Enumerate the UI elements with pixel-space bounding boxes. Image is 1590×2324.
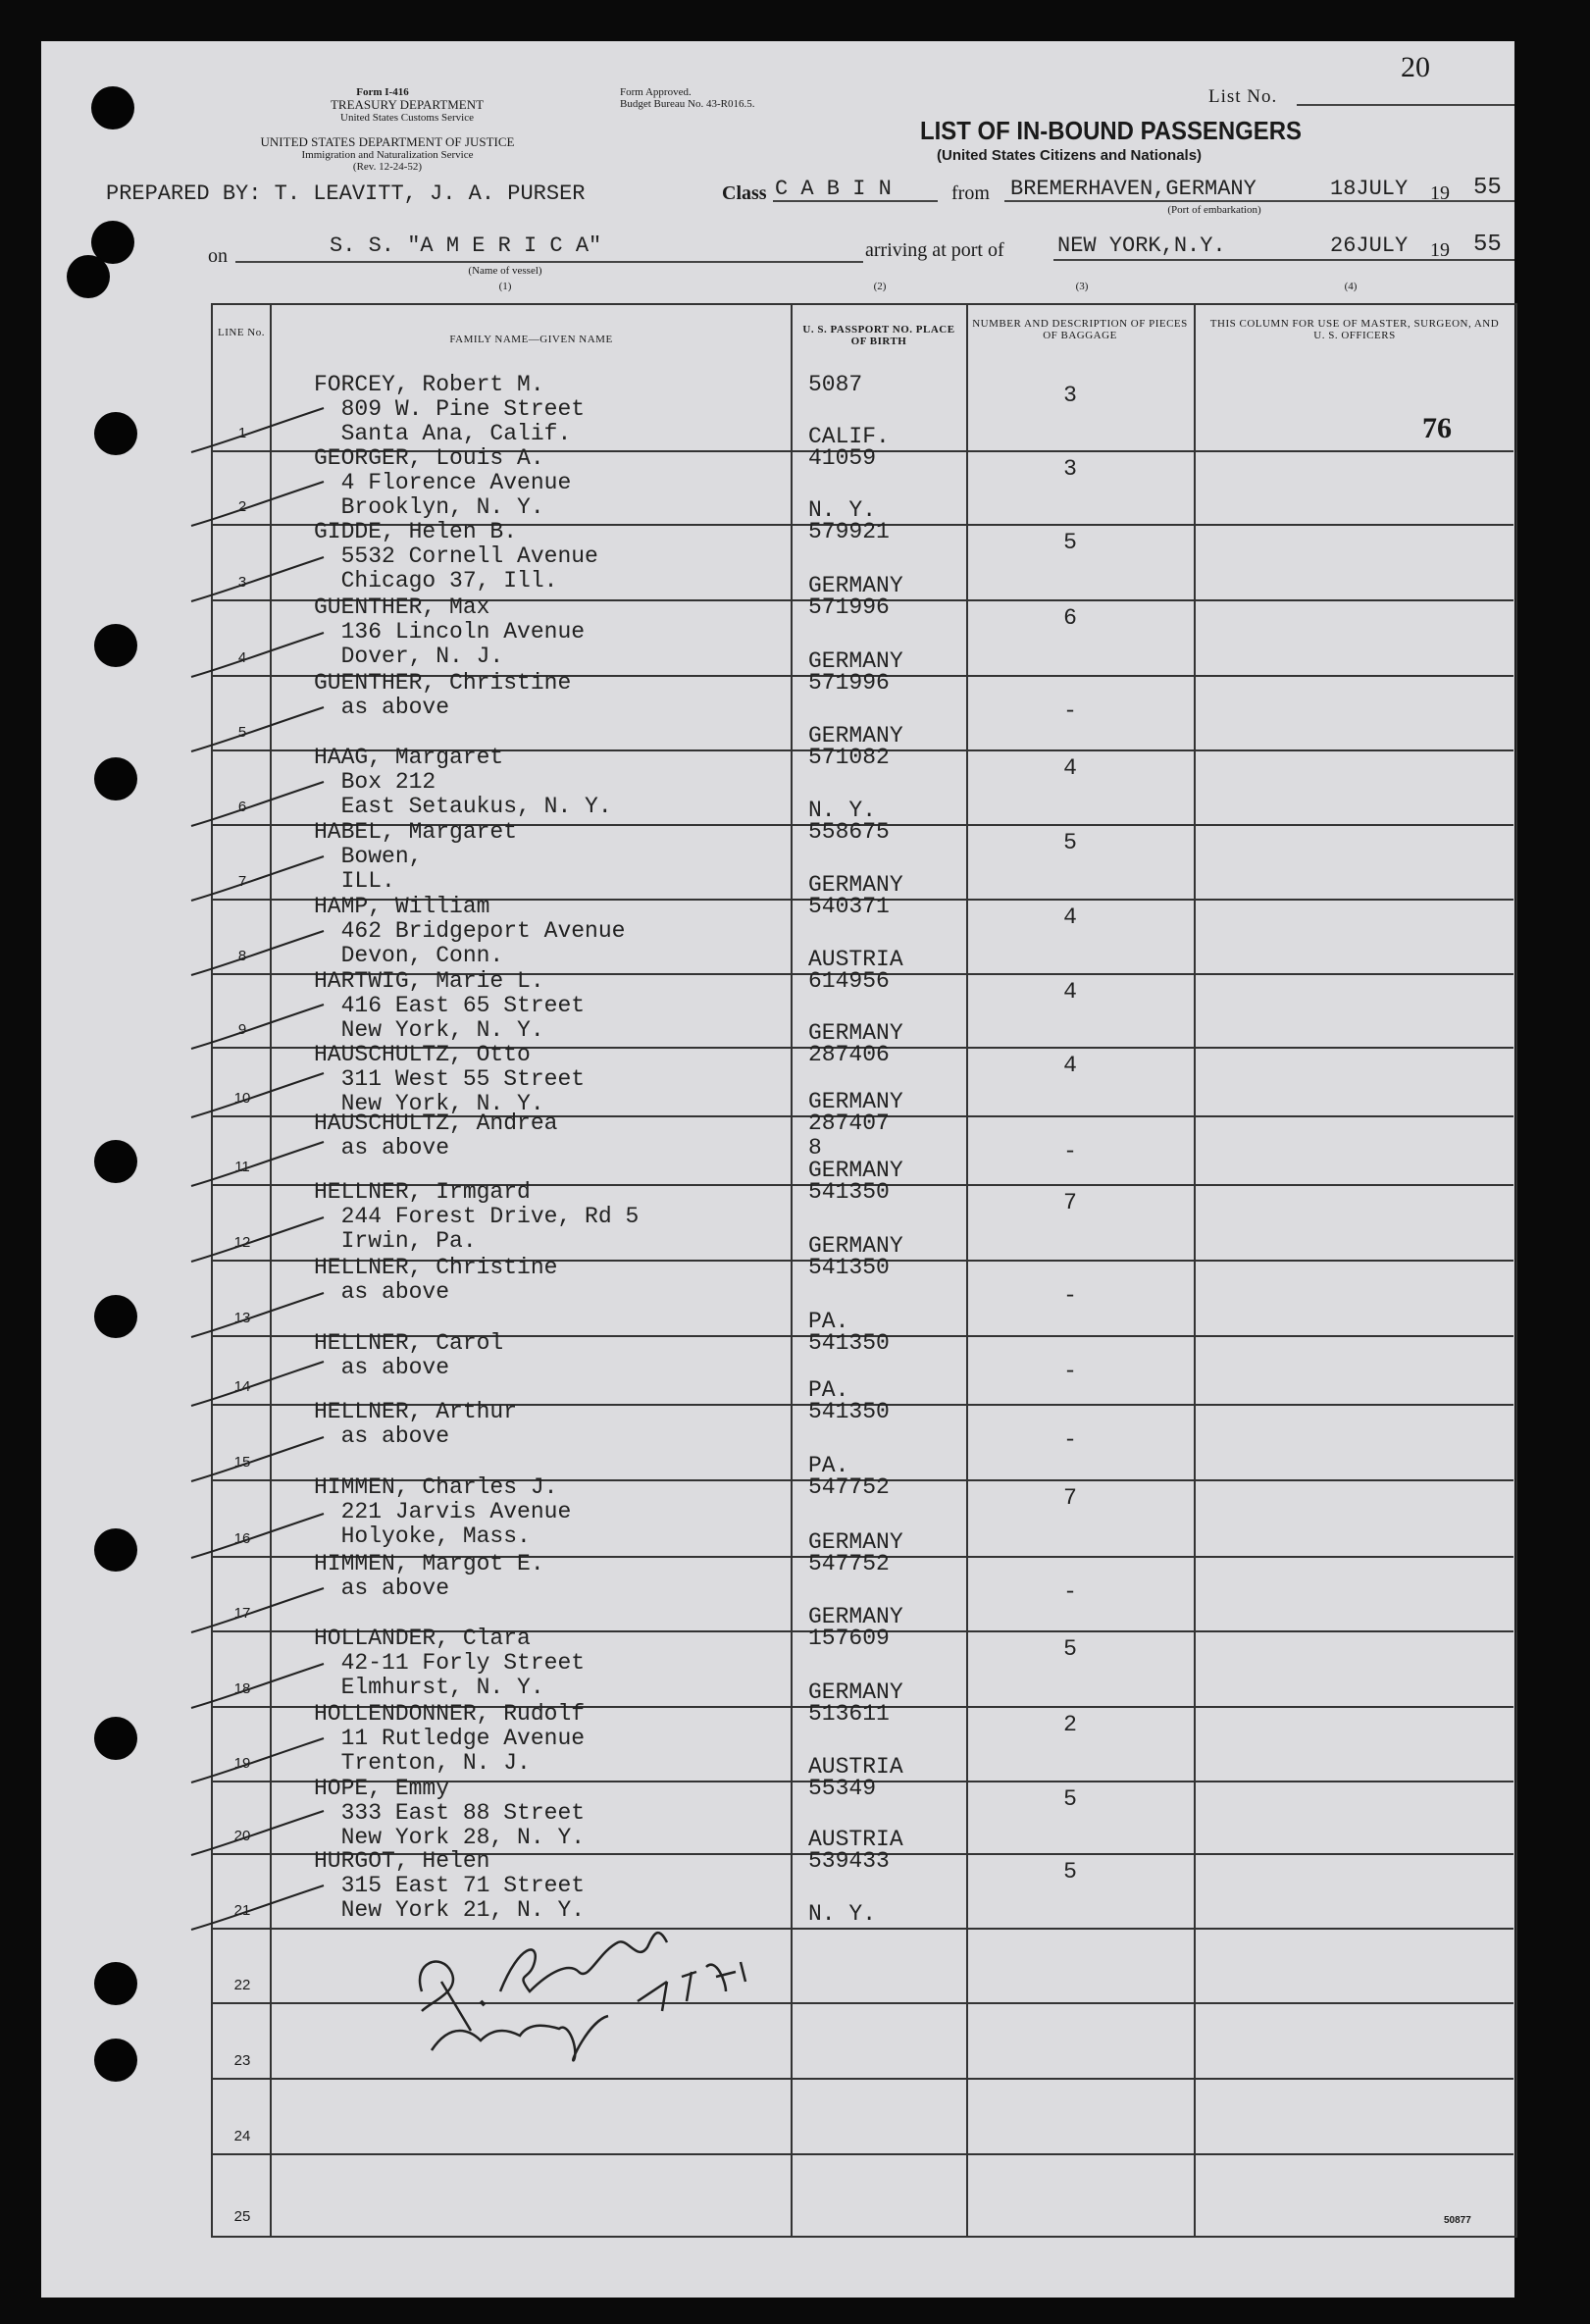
page-subtitle: (United States Citizens and Nationals) bbox=[937, 147, 1203, 164]
inspector-signature bbox=[402, 1903, 814, 2070]
baggage-count: 6 bbox=[1063, 605, 1077, 631]
line-number: 2 bbox=[237, 498, 247, 515]
passport-number: 541350 bbox=[808, 1255, 890, 1280]
baggage-count: - bbox=[1063, 1359, 1077, 1384]
punch-hole bbox=[94, 624, 137, 667]
place-of-birth: GERMANY bbox=[808, 723, 903, 749]
punch-hole bbox=[94, 1528, 137, 1572]
line-number: 5 bbox=[237, 724, 247, 741]
passenger-name-address: HELLNER, Christine as above bbox=[314, 1255, 558, 1305]
baggage-count: - bbox=[1063, 1139, 1077, 1164]
arrival-port: NEW YORK,N.Y. bbox=[1057, 233, 1226, 258]
line-number: 12 bbox=[233, 1234, 251, 1251]
passenger-name-address: HELLNER, Arthur as above bbox=[314, 1399, 518, 1449]
line-number: 15 bbox=[233, 1454, 251, 1471]
class-value: C A B I N bbox=[775, 177, 892, 201]
check-mark-icon bbox=[186, 1881, 343, 1939]
baggage-count: 4 bbox=[1063, 755, 1077, 781]
place-of-birth: GERMANY bbox=[808, 1604, 903, 1629]
customs-service: United States Customs Service bbox=[340, 112, 474, 124]
header-baggage: NUMBER AND DESCRIPTION OF PIECES OF BAGGAGE bbox=[972, 318, 1188, 341]
header-name: FAMILY NAME—GIVEN NAME bbox=[449, 334, 613, 345]
line-number: 23 bbox=[233, 2052, 251, 2069]
header-line-no: LINE No. bbox=[218, 327, 265, 338]
baggage-count: 7 bbox=[1063, 1485, 1077, 1511]
place-of-birth: PA. bbox=[808, 1377, 849, 1403]
line-number: 18 bbox=[233, 1680, 251, 1697]
baggage-count: - bbox=[1063, 1427, 1077, 1453]
passport-number: 571082 bbox=[808, 745, 890, 770]
line-number: 11 bbox=[234, 1159, 250, 1175]
place-of-birth: GERMANY bbox=[808, 1529, 903, 1555]
line-number: 22 bbox=[233, 1977, 251, 1993]
place-of-birth: GERMANY bbox=[808, 573, 903, 598]
passport-number: 558675 bbox=[808, 819, 890, 845]
punch-hole bbox=[94, 2039, 137, 2082]
form-number: Form I-416 bbox=[356, 86, 409, 98]
line-number: 20 bbox=[233, 1828, 251, 1844]
passenger-name-address: GIDDE, Helen B. 5532 Cornell Avenue Chicago 37, Ill. bbox=[314, 519, 598, 594]
baggage-count: 5 bbox=[1063, 1636, 1077, 1662]
passenger-name-address: HOLLENDONNER, Rudolf 11 Rutledge Avenue Trenton, N. J. bbox=[314, 1701, 586, 1776]
passenger-name-address: HAUSCHULTZ, Andrea as above bbox=[314, 1110, 558, 1161]
line-number: 13 bbox=[233, 1310, 251, 1326]
passport-number: 614956 bbox=[808, 968, 890, 994]
passenger-name-address: HAUSCHULTZ, Otto 311 West 55 Street New York, N. Y. bbox=[314, 1042, 586, 1116]
col1-caption: (1) bbox=[498, 281, 512, 292]
place-of-birth: AUSTRIA bbox=[808, 1754, 903, 1780]
list-no-label: List No. bbox=[1208, 86, 1278, 107]
page-title: LIST OF IN-BOUND PASSENGERS bbox=[920, 116, 1302, 145]
passport-number: 579921 bbox=[808, 519, 890, 544]
baggage-count: - bbox=[1063, 1579, 1077, 1605]
baggage-count: 5 bbox=[1063, 830, 1077, 855]
baggage-count: 3 bbox=[1063, 383, 1077, 408]
line-number: 24 bbox=[233, 2128, 251, 2144]
line-number: 10 bbox=[233, 1090, 251, 1107]
place-of-birth: GERMANY bbox=[808, 1020, 903, 1046]
place-of-birth: AUSTRIA bbox=[808, 947, 903, 972]
passenger-name-address: GUENTHER, Christine as above bbox=[314, 670, 572, 720]
treasury-dept: TREASURY DEPARTMENT bbox=[330, 97, 485, 112]
line-number: 16 bbox=[233, 1530, 251, 1547]
line-number: 9 bbox=[237, 1021, 247, 1038]
arrival-year-prefix: 19 bbox=[1430, 239, 1450, 261]
passport-number: 513611 bbox=[808, 1701, 890, 1727]
arrival-year: 55 bbox=[1473, 232, 1502, 258]
passport-number: 571996 bbox=[808, 670, 890, 696]
punch-hole bbox=[67, 255, 110, 298]
place-of-birth: GERMANY bbox=[808, 872, 903, 898]
line-number: 1 bbox=[237, 425, 247, 441]
from-port: BREMERHAVEN,GERMANY bbox=[1010, 177, 1257, 201]
passenger-name-address: HABEL, Margaret Bowen, ILL. bbox=[314, 819, 518, 894]
place-of-birth: CALIF. bbox=[808, 424, 890, 449]
line-number: 19 bbox=[233, 1755, 251, 1772]
baggage-count: 2 bbox=[1063, 1712, 1077, 1737]
prepared-by: PREPARED BY: T. LEAVITT, J. A. PURSER bbox=[106, 181, 586, 206]
vessel-caption: (Name of vessel) bbox=[468, 265, 542, 277]
punch-hole bbox=[94, 1140, 137, 1183]
from-day: 18JULY bbox=[1330, 177, 1409, 201]
arrival-day: 26JULY bbox=[1330, 233, 1409, 258]
passport-number: 541350 bbox=[808, 1399, 890, 1424]
place-of-birth: GERMANY bbox=[808, 1158, 903, 1183]
baggage-count: - bbox=[1063, 698, 1077, 724]
form-approved: Form Approved. bbox=[620, 86, 692, 98]
list-no-value: 20 bbox=[1401, 51, 1430, 83]
passenger-name-address: HAMP, William 462 Bridgeport Avenue Devon, Conn. bbox=[314, 894, 626, 968]
passport-number: 41059 bbox=[808, 445, 877, 471]
punch-hole bbox=[91, 86, 134, 129]
place-of-birth: GERMANY bbox=[808, 1089, 903, 1114]
punch-hole bbox=[94, 757, 137, 800]
passport-number: 540371 bbox=[808, 894, 890, 919]
line-number: 6 bbox=[237, 799, 247, 815]
passport-number: 541350 bbox=[808, 1330, 890, 1356]
place-of-birth: PA. bbox=[808, 1309, 849, 1334]
passenger-name-address: HAAG, Margaret Box 212 East Setaukus, N. Y. bbox=[314, 745, 612, 819]
from-year: 55 bbox=[1473, 175, 1502, 201]
punch-hole bbox=[94, 412, 137, 455]
embarkation-caption: (Port of embarkation) bbox=[1167, 204, 1261, 216]
vessel-name: S. S. "A M E R I C A" bbox=[330, 233, 602, 258]
baggage-count: 4 bbox=[1063, 1053, 1077, 1078]
place-of-birth: N. Y. bbox=[808, 798, 877, 823]
passenger-name-address: HARTWIG, Marie L. 416 East 65 Street New York, N. Y. bbox=[314, 968, 586, 1043]
budget-bureau: Budget Bureau No. 43-R016.5. bbox=[620, 98, 755, 110]
passport-number: 539433 bbox=[808, 1848, 890, 1874]
passenger-name-address: FORCEY, Robert M. 809 W. Pine Street Santa Ana, Calif. bbox=[314, 372, 586, 446]
line-number: 14 bbox=[233, 1378, 251, 1395]
passenger-name-address: HOPE, Emmy 333 East 88 Street New York 28, N. Y. bbox=[314, 1776, 586, 1850]
place-of-birth: GERMANY bbox=[808, 1233, 903, 1259]
passport-number: 287407 8 bbox=[808, 1110, 890, 1161]
baggage-count: 4 bbox=[1063, 904, 1077, 930]
line-number: 17 bbox=[233, 1605, 251, 1622]
from-label: from bbox=[951, 182, 990, 204]
passport-number: 287406 bbox=[808, 1042, 890, 1067]
baggage-count: 4 bbox=[1063, 979, 1077, 1005]
col3-caption: (3) bbox=[1075, 281, 1089, 292]
arriving-label: arriving at port of bbox=[865, 239, 1004, 261]
line-number: 4 bbox=[237, 649, 247, 666]
baggage-count: 7 bbox=[1063, 1190, 1077, 1215]
row-divider bbox=[213, 2078, 1513, 2080]
passenger-name-address: HURGOT, Helen 315 East 71 Street New York 21, N. Y. bbox=[314, 1848, 586, 1923]
passport-number: 5087 bbox=[808, 372, 863, 397]
passport-number: 541350 bbox=[808, 1179, 890, 1205]
officer-note: 76 bbox=[1422, 412, 1452, 444]
punch-hole bbox=[94, 1295, 137, 1338]
line-number: 3 bbox=[237, 574, 247, 591]
passenger-name-address: HELLNER, Carol as above bbox=[314, 1330, 504, 1380]
row-divider bbox=[213, 2153, 1513, 2155]
punch-hole bbox=[94, 1717, 137, 1760]
line-number: 25 bbox=[233, 2208, 251, 2225]
passport-number: 547752 bbox=[808, 1551, 890, 1576]
from-year-prefix: 19 bbox=[1430, 182, 1450, 204]
baggage-count: - bbox=[1063, 1283, 1077, 1309]
line-number: 8 bbox=[237, 948, 247, 964]
on-label: on bbox=[208, 245, 228, 267]
passenger-name-address: GEORGER, Louis A. 4 Florence Avenue Brooklyn, N. Y. bbox=[314, 445, 572, 520]
col2-caption: (2) bbox=[873, 281, 887, 292]
footer-code: 50877 bbox=[1444, 2215, 1471, 2226]
justice-dept: UNITED STATES DEPARTMENT OF JUSTICE bbox=[260, 134, 515, 149]
passenger-name-address: HOLLANDER, Clara 42-11 Forly Street Elmhurst, N. Y. bbox=[314, 1626, 586, 1700]
baggage-count: 3 bbox=[1063, 456, 1077, 482]
line-number: 7 bbox=[237, 873, 247, 890]
header-passport: U. S. PASSPORT NO. PLACE OF BIRTH bbox=[802, 324, 955, 347]
place-of-birth: GERMANY bbox=[808, 1679, 903, 1705]
line-number: 21 bbox=[233, 1902, 251, 1919]
passport-number: 55349 bbox=[808, 1776, 877, 1801]
ins-service: Immigration and Naturalization Service bbox=[301, 149, 474, 161]
passenger-name-address: HIMMEN, Margot E. as above bbox=[314, 1551, 544, 1601]
passport-number: 571996 bbox=[808, 594, 890, 620]
place-of-birth: PA. bbox=[808, 1453, 849, 1478]
passport-number: 547752 bbox=[808, 1474, 890, 1500]
passenger-name-address: HELLNER, Irmgard 244 Forest Drive, Rd 5 Irwin, Pa. bbox=[314, 1179, 640, 1254]
baggage-count: 5 bbox=[1063, 530, 1077, 555]
baggage-count: 5 bbox=[1063, 1859, 1077, 1885]
header-officers: THIS COLUMN FOR USE OF MASTER, SURGEON, AND U. S. OFFICERS bbox=[1209, 318, 1500, 341]
col4-caption: (4) bbox=[1344, 281, 1358, 292]
passenger-name-address: GUENTHER, Max 136 Lincoln Avenue Dover, N. J. bbox=[314, 594, 586, 669]
revision: (Rev. 12-24-52) bbox=[352, 161, 423, 173]
baggage-count: 5 bbox=[1063, 1786, 1077, 1812]
place-of-birth: N. Y. bbox=[808, 1901, 877, 1927]
passenger-name-address: HIMMEN, Charles J. 221 Jarvis Avenue Holyoke, Mass. bbox=[314, 1474, 572, 1549]
punch-hole bbox=[94, 1962, 137, 2005]
place-of-birth: GERMANY bbox=[808, 648, 903, 674]
place-of-birth: N. Y. bbox=[808, 497, 877, 523]
class-label: Class bbox=[722, 182, 767, 204]
passport-number: 157609 bbox=[808, 1626, 890, 1651]
place-of-birth: AUSTRIA bbox=[808, 1827, 903, 1852]
